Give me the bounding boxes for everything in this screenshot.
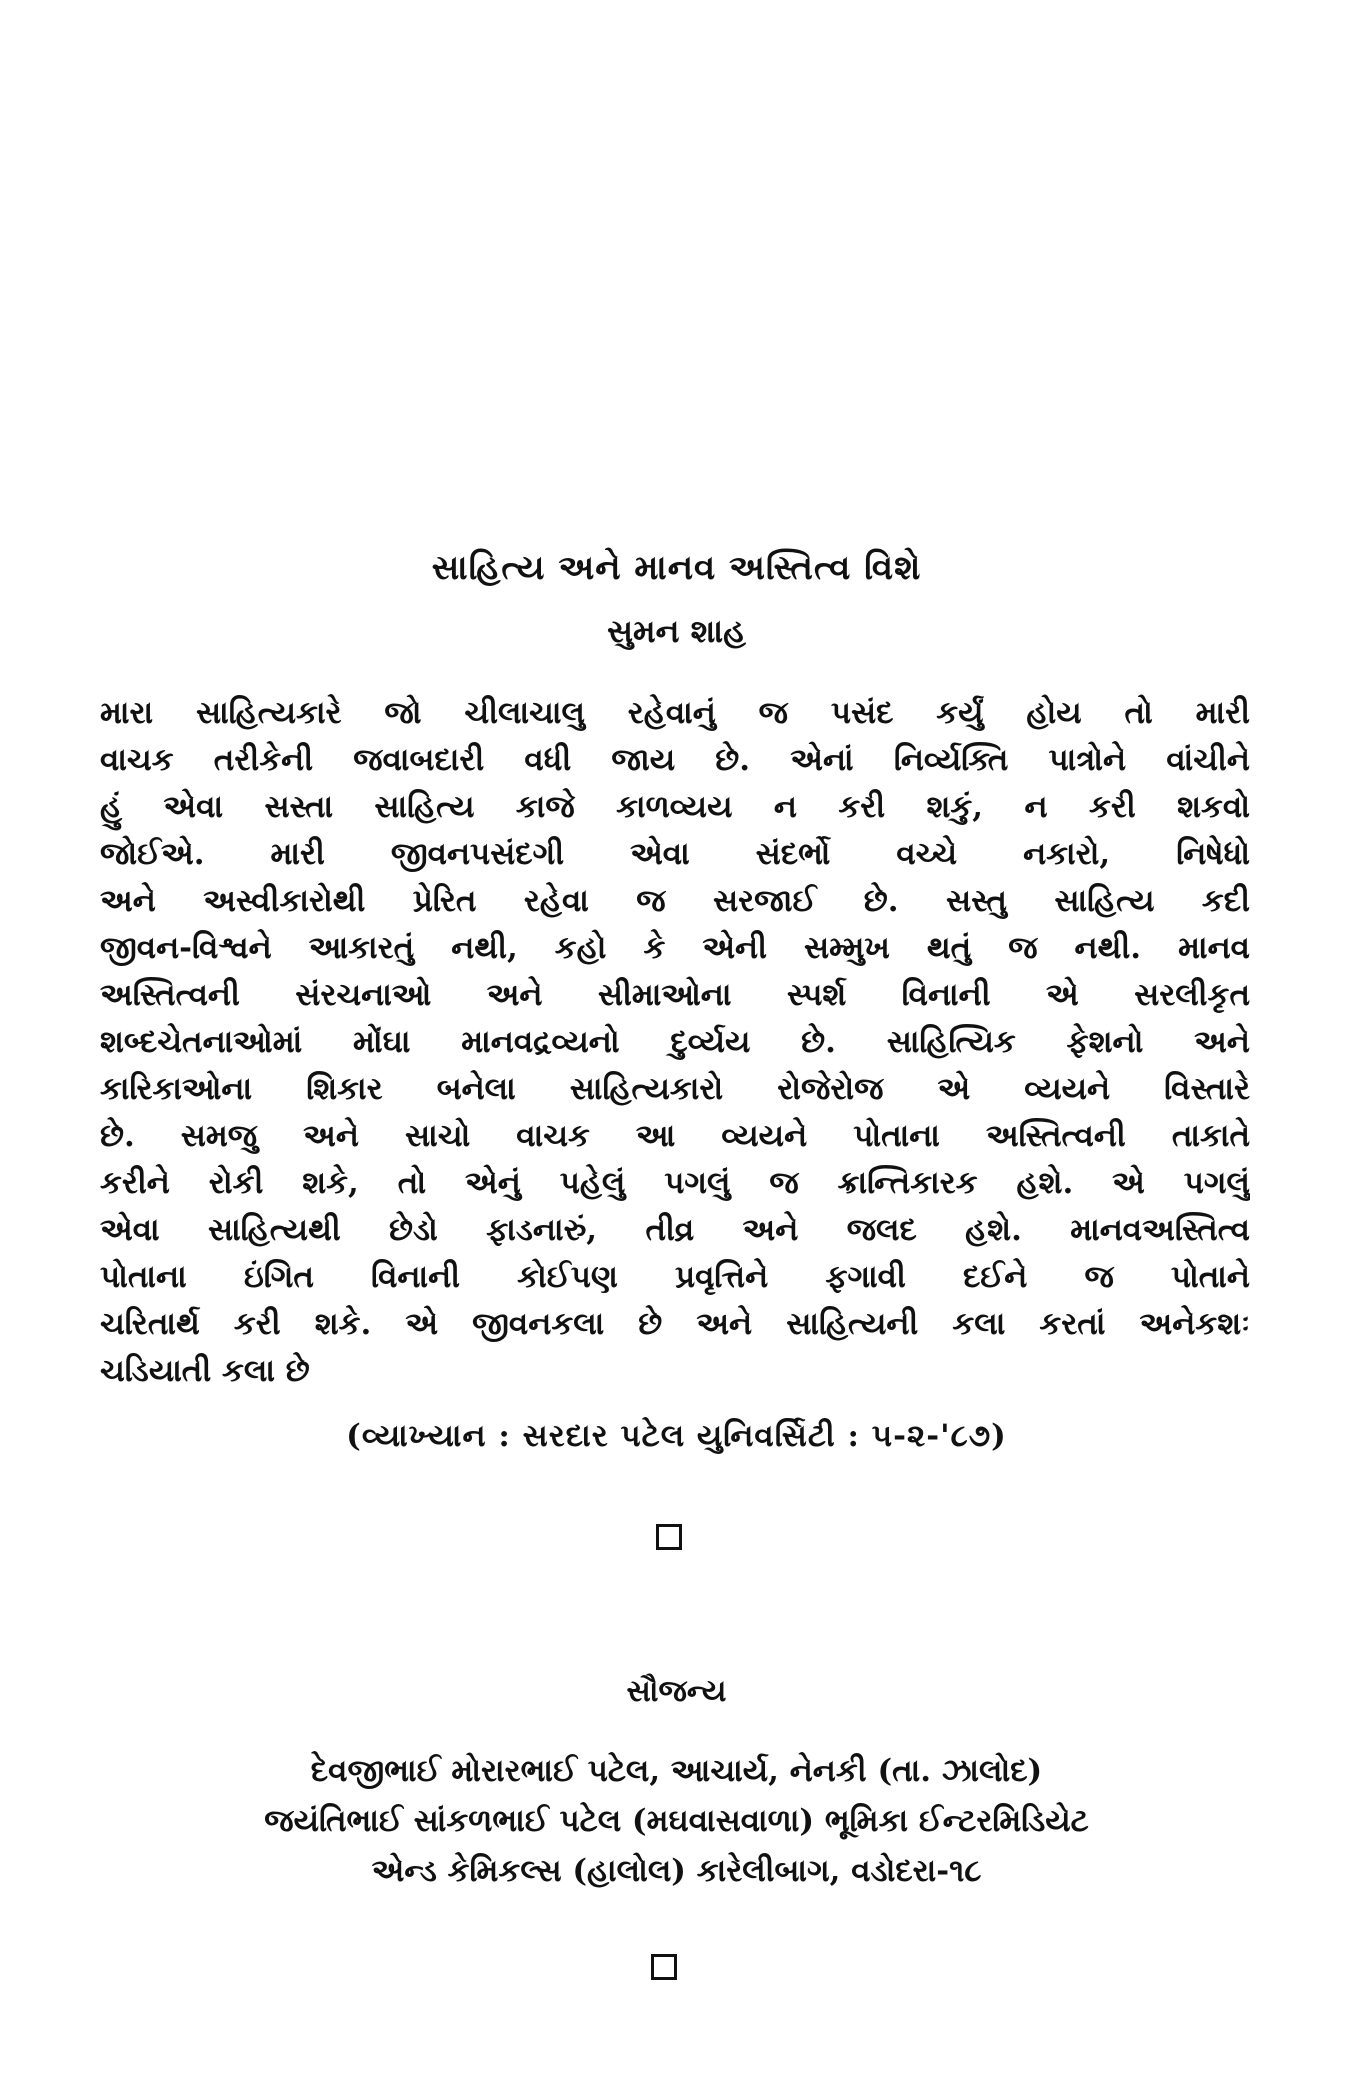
lecture-citation: (વ્યાખ્યાન : સરદાર પટેલ યુનિવર્સિટી : ૫-૨-'૮૭) (346, 1418, 1007, 1454)
body-line: વાચક તરીકેની જવાબદારી વધી જાય છે. એનાં નિર્વ્યક્તિ પાત્રોને વાંચીને (100, 742, 1250, 778)
courtesy-line: જયંતિભાઈ સાંકળભાઈ પટેલ (મઘવાસવાળા) ભૂમિકા ઈન્ટરમિડિયેટ (264, 1803, 1089, 1839)
courtesy-block (0, 1746, 1353, 1896)
body-line: છે. સમજુ અને સાચો વાચક આ વ્યયને પોતાના અસ્તિત્વની તાકાતે (100, 1118, 1250, 1154)
courtesy-line: દેવજીભાઈ મોરારભાઈ પટેલ, આચાર્ય, નેનકી (તા. ઝાલોદ) (310, 1753, 1043, 1789)
courtesy-heading: સૌજન્ય (626, 1674, 727, 1709)
section-end-box-icon (656, 1524, 682, 1550)
author-name: સુમન શાહ (607, 612, 746, 650)
body-line: મારા સાહિત્યકારે જો ચીલાચાલુ રહેવાનું જ પસંદ કર્યું હોય તો મારી (100, 695, 1250, 731)
body-line: કારિકાઓના શિકાર બનેલા સાહિત્યકારો રોજેરોજ એ વ્યયને વિસ્તારે (100, 1071, 1250, 1107)
body-line: ચડિયાતી કલા છે (100, 1353, 310, 1389)
essay-body (100, 690, 1250, 1395)
body-line: હું એવા સસ્તા સાહિત્ય કાજે કાળવ્યય ન કરી શકું, ન કરી શકવો (100, 789, 1250, 825)
body-line: શબ્દચેતનાઓમાં મોંઘા માનવદ્રવ્યનો દુર્વ્યય છે. સાહિત્યિક ફેશનો અને (100, 1024, 1250, 1060)
body-line: અને અસ્વીકારોથી પ્રેરિત રહેવા જ સરજાઈ છે. સસ્તુ સાહિત્ય કદી (100, 883, 1250, 919)
body-line: ચરિતાર્થ કરી શકે. એ જીવનકલા છે અને સાહિત્યની કલા કરતાં અનેકશઃ (100, 1306, 1250, 1342)
body-line: જોઈએ. મારી જીવનપસંદગી એવા સંદર્ભો વચ્ચે નકારો, નિષેધો (100, 836, 1250, 872)
body-line: પોતાના ઇંગિત વિનાની કોઈપણ પ્રવૃત્તિને ફગાવી દઈને જ પોતાને (100, 1259, 1250, 1295)
courtesy-line: એન્ડ કેમિકલ્સ (હાલોલ) કારેલીબાગ, વડોદરા-૧૮ (371, 1853, 982, 1889)
body-line: કરીને રોકી શકે, તો એનું પહેલું પગલું જ ક્રાન્તિકારક હશે. એ પગલું (100, 1165, 1250, 1201)
body-line: જીવન-વિશ્વને આકારતું નથી, કહો કે એની સમ્મુખ થતું જ નથી. માનવ (100, 930, 1250, 966)
essay-title: સાહિત્ય અને માનવ અસ્તિત્વ વિશે (431, 548, 922, 588)
body-line: એવા સાહિત્યથી છેડો ફાડનારું, તીવ્ર અને જલદ હશે. માનવઅસ્તિત્વ (100, 1212, 1250, 1248)
page-end-box-icon (651, 1954, 677, 1980)
body-line: અસ્તિત્વની સંરચનાઓ અને સીમાઓના સ્પર્શ વિનાની એ સરલીકૃત (100, 977, 1250, 1013)
